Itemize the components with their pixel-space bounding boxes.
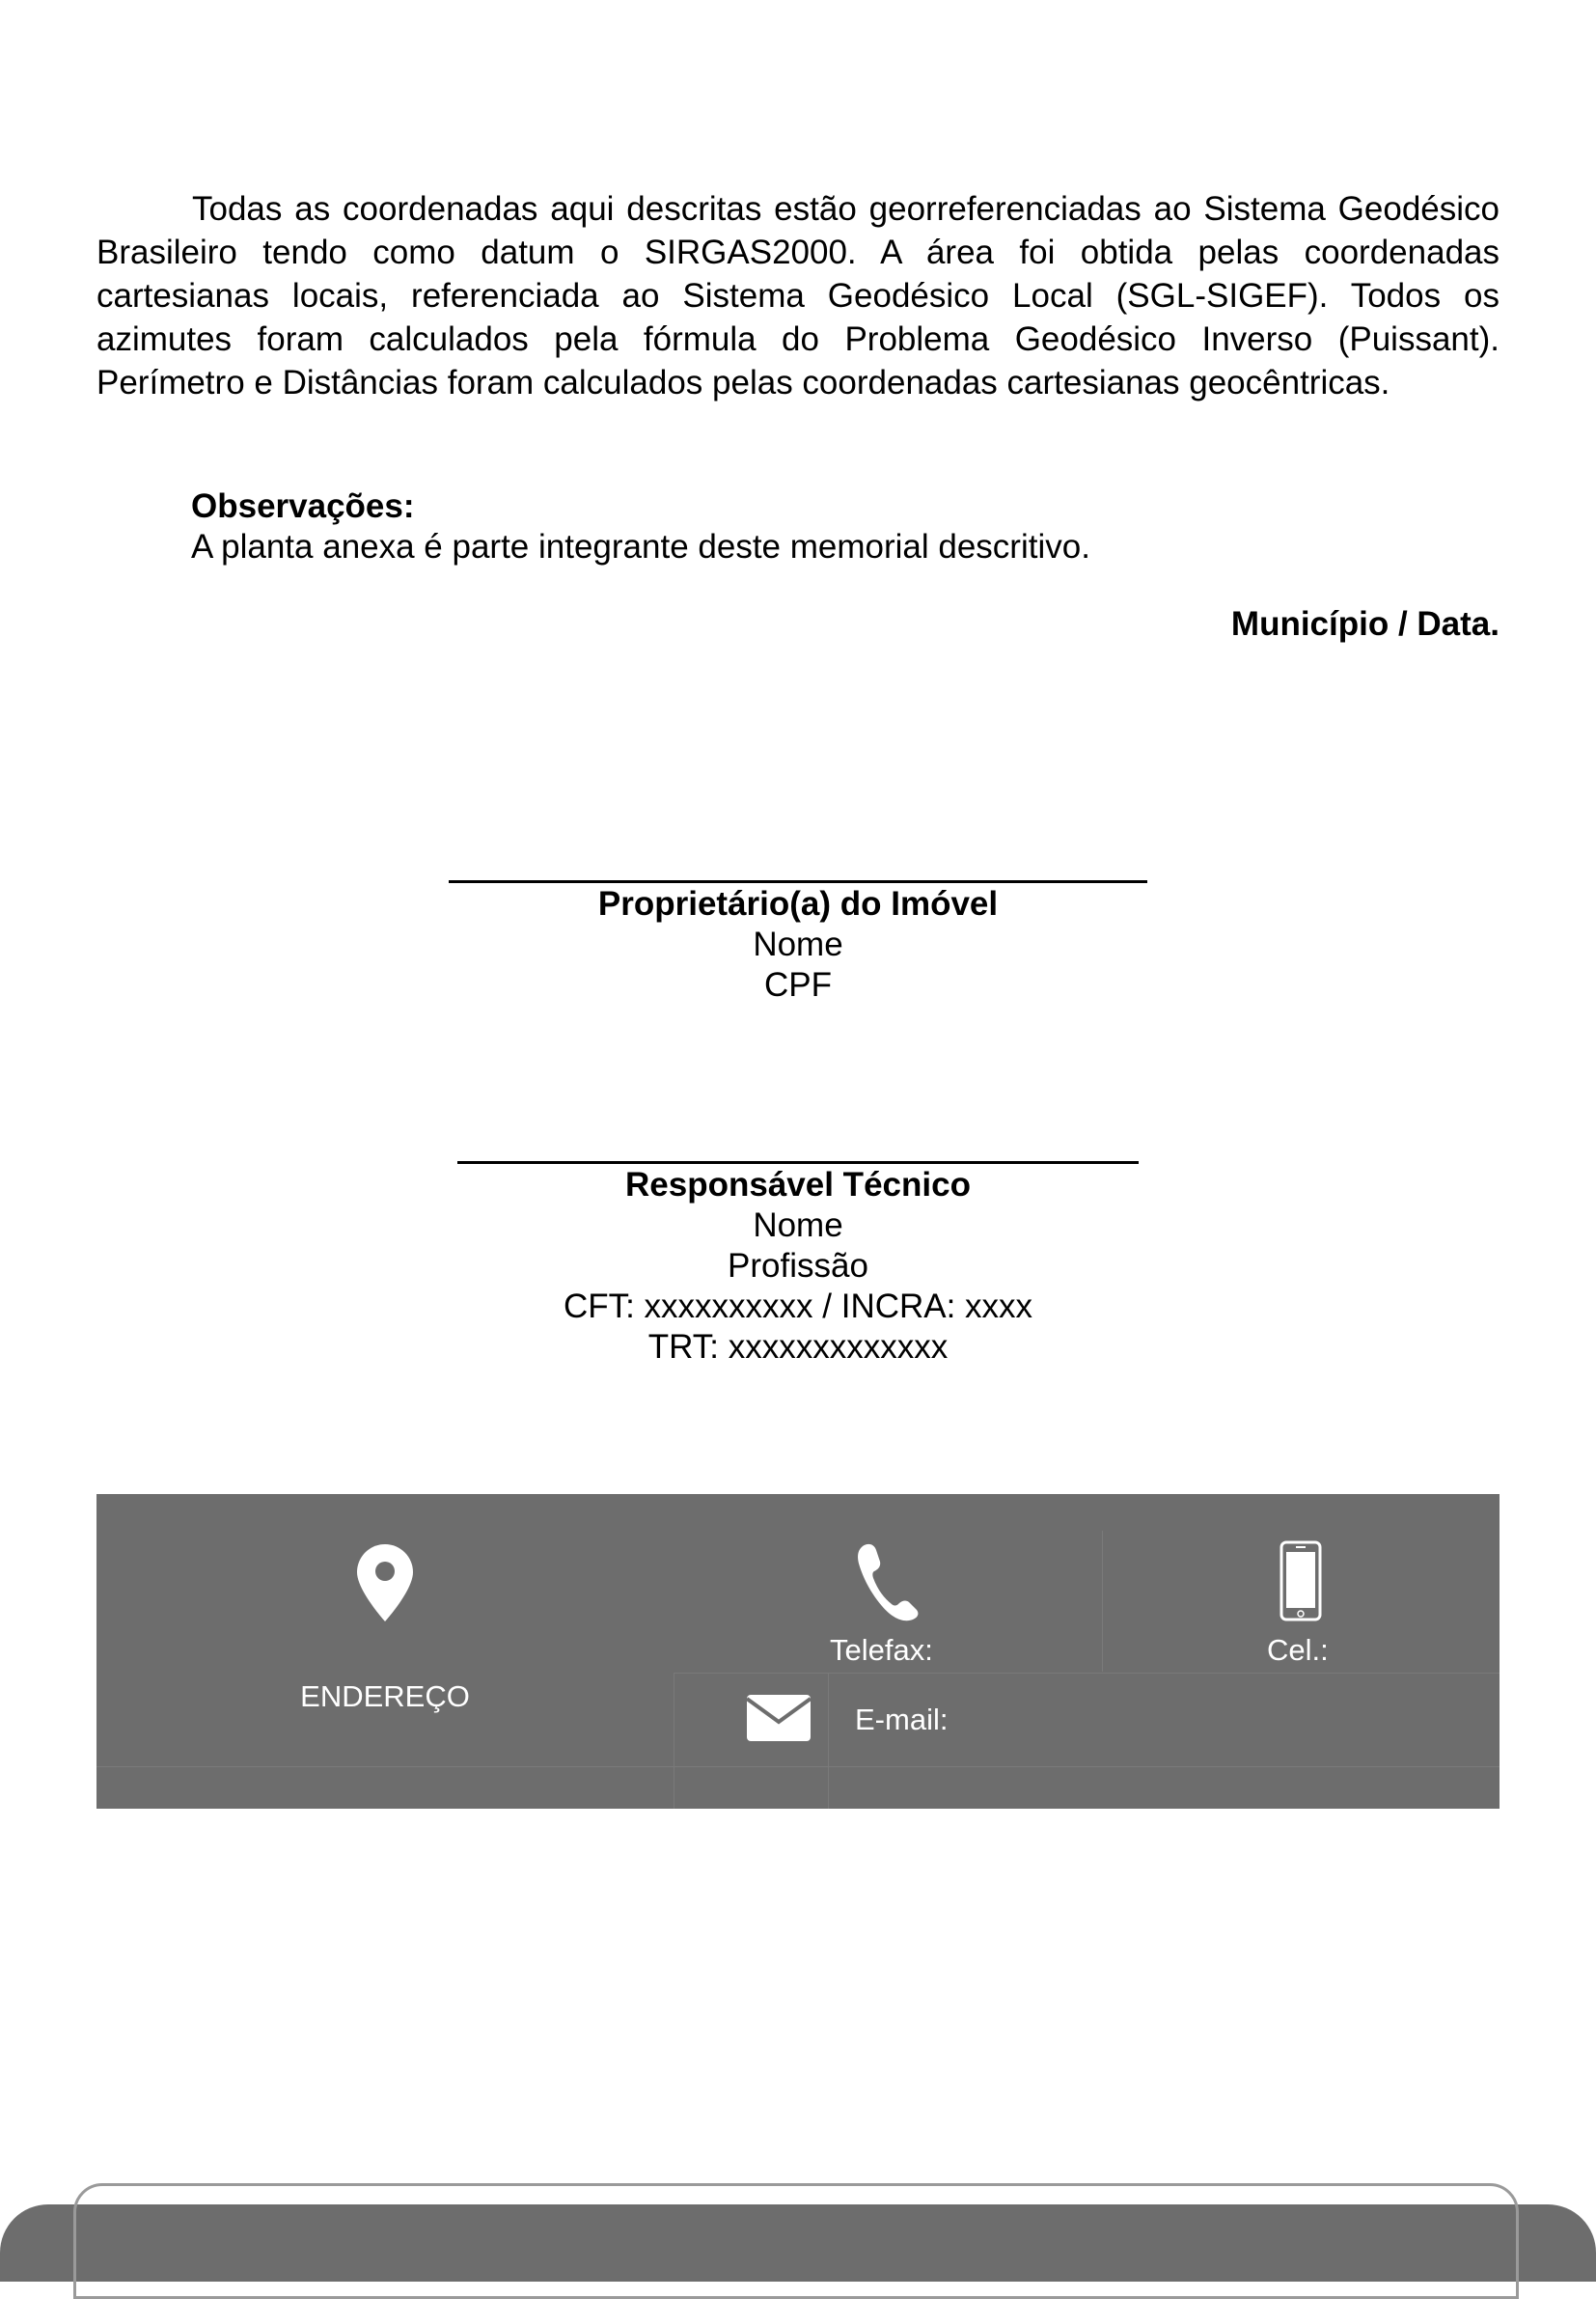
observations-title: Observações:	[191, 487, 415, 525]
location-pin-icon	[355, 1542, 415, 1623]
technician-profession: Profissão	[728, 1247, 868, 1285]
envelope-icon	[747, 1695, 811, 1741]
technician-title: Responsável Técnico	[625, 1166, 971, 1204]
coordinates-paragraph: Todas as coordenadas aqui descritas estão georreferenciadas ao Sistema Geodésico Brasileiro tendo como datum o SIRGAS2000. A área foi obtida pelas coordenadas cartesianas locais, referenciada ao Sistema Geodésico Local (SGL-SIGEF). Todos os azimutes foram calculados pela fórmula do Problema Geodésico Inverso (Puissant). Perímetro e Distâncias foram calculados pelas coordenadas cartesianas geocêntricas.	[96, 190, 1500, 402]
technician-signature-line	[457, 1161, 1139, 1164]
address-label: ENDEREÇO	[300, 1679, 470, 1713]
owner-name: Nome	[753, 926, 843, 963]
owner-cpf: CPF	[764, 966, 832, 1004]
observations-text: A planta anexa é parte integrante deste memorial descritivo.	[191, 528, 1090, 566]
phone-icon	[855, 1540, 921, 1621]
technician-signature-block	[0, 1165, 1596, 1368]
bottom-frame	[73, 2183, 1519, 2299]
divider	[674, 1673, 1500, 1674]
owner-signature-block	[0, 884, 1596, 1006]
technician-cft-incra: CFT: xxxxxxxxxx / INCRA: xxxx	[563, 1288, 1033, 1325]
technician-name: Nome	[753, 1206, 843, 1244]
cel-label[interactable]: Cel.:	[1267, 1633, 1329, 1667]
divider	[828, 1674, 829, 1809]
contact-footer	[96, 1494, 1500, 1809]
mobile-phone-icon	[1280, 1540, 1322, 1621]
owner-title: Proprietário(a) do Imóvel	[597, 885, 999, 923]
divider	[1102, 1531, 1103, 1672]
telefax-label[interactable]: Telefax:	[830, 1633, 933, 1667]
technician-trt: TRT: xxxxxxxxxxxxx	[647, 1328, 949, 1366]
municipality-date: Município / Data.	[1230, 605, 1500, 643]
divider	[96, 1766, 1500, 1767]
email-label[interactable]: E-mail:	[855, 1703, 949, 1736]
owner-signature-line	[449, 880, 1147, 883]
